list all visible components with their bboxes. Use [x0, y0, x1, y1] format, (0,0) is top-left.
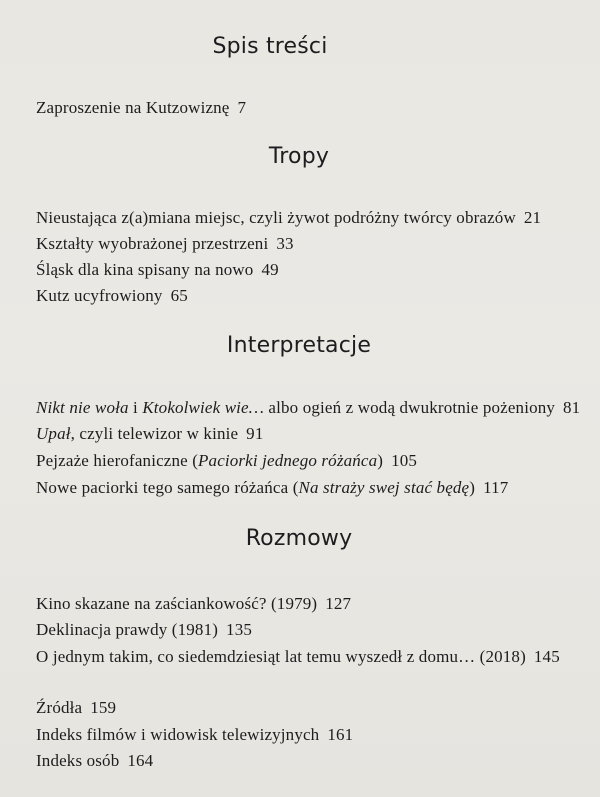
toc-entry [36, 287, 188, 304]
entry-title-part: , czyli telewizor w kinie [70, 424, 239, 443]
entry-page-number: 164 [127, 751, 154, 770]
entry-title: Nieustająca z(a)miana miejsc, czyli żywot podróżny twórcy obrazów [36, 208, 516, 227]
entry-page-number: 21 [523, 208, 542, 227]
entry-title: Indeks osób [36, 751, 120, 770]
entry-title: Deklinacja prawdy (1981) [36, 620, 219, 639]
entry-page-number: 117 [483, 478, 509, 497]
toc-entry-back-matter [36, 752, 153, 769]
toc-entry [36, 235, 294, 252]
entry-page-number: 33 [276, 234, 294, 253]
toc-entry [36, 621, 252, 638]
entry-page-number: 145 [533, 647, 560, 666]
section-heading-interpretacje: Interpretacje [226, 333, 372, 358]
entry-title: Zaproszenie na Kutzowiznę [36, 98, 230, 117]
entry-page-number: 161 [327, 725, 354, 744]
entry-film-title: Ktokolwiek wie… [142, 398, 265, 417]
entry-page-number: 91 [246, 424, 264, 443]
section-heading-rozmowy: Rozmowy [245, 526, 353, 551]
toc-entry [36, 595, 351, 612]
entry-page-number: 127 [325, 594, 352, 613]
entry-film-title: Upał [36, 424, 71, 443]
entry-title: Kształty wyobrażonej przestrzeni [36, 234, 269, 253]
entry-title: Indeks filmów i widowisk telewizyjnych [36, 725, 320, 744]
entry-title: Źródła [36, 698, 83, 717]
toc-entry [36, 648, 560, 665]
entry-page-number: 49 [261, 260, 279, 279]
entry-page-number: 65 [170, 286, 188, 305]
toc-entry [36, 479, 508, 496]
entry-page-number: 135 [226, 620, 252, 639]
section-heading-tropy: Tropy [268, 144, 330, 169]
page-title: Spis treści [212, 34, 328, 59]
entry-title-part: albo ogień z wodą dwukrotnie pożeniony [264, 398, 556, 417]
entry-film-title: Nikt nie woła [36, 398, 129, 417]
entry-title: Kutz ucyfrowiony [36, 286, 163, 305]
toc-entry-intro [36, 99, 246, 116]
toc-entry-back-matter [36, 699, 116, 716]
entry-page-number: 7 [237, 98, 247, 117]
entry-title-part: ) [469, 478, 476, 497]
toc-entry [36, 209, 541, 226]
toc-entry [36, 399, 580, 416]
entry-title-part: ) [377, 451, 384, 470]
entry-page-number: 159 [90, 698, 117, 717]
toc-entry-back-matter [36, 726, 353, 743]
entry-title: Śląsk dla kina spisany na nowo [36, 260, 254, 279]
entry-title: O jednym takim, co siedemdziesiąt lat temu wyszedł z domu… (2018) [36, 647, 526, 666]
entry-film-title: Paciorki jednego różańca [198, 451, 378, 470]
entry-title-part: i [128, 398, 143, 417]
entry-page-number: 81 [563, 398, 581, 417]
entry-title-part: Pejzaże hierofaniczne ( [36, 451, 199, 470]
toc-entry [36, 452, 417, 469]
entry-title-part: Nowe paciorki tego samego różańca ( [36, 478, 299, 497]
entry-film-title: Na straży swej stać będę [298, 478, 470, 497]
entry-title: Kino skazane na zaściankowość? (1979) [36, 594, 318, 613]
toc-entry [36, 261, 279, 278]
entry-page-number: 105 [391, 451, 418, 470]
toc-entry [36, 425, 263, 442]
